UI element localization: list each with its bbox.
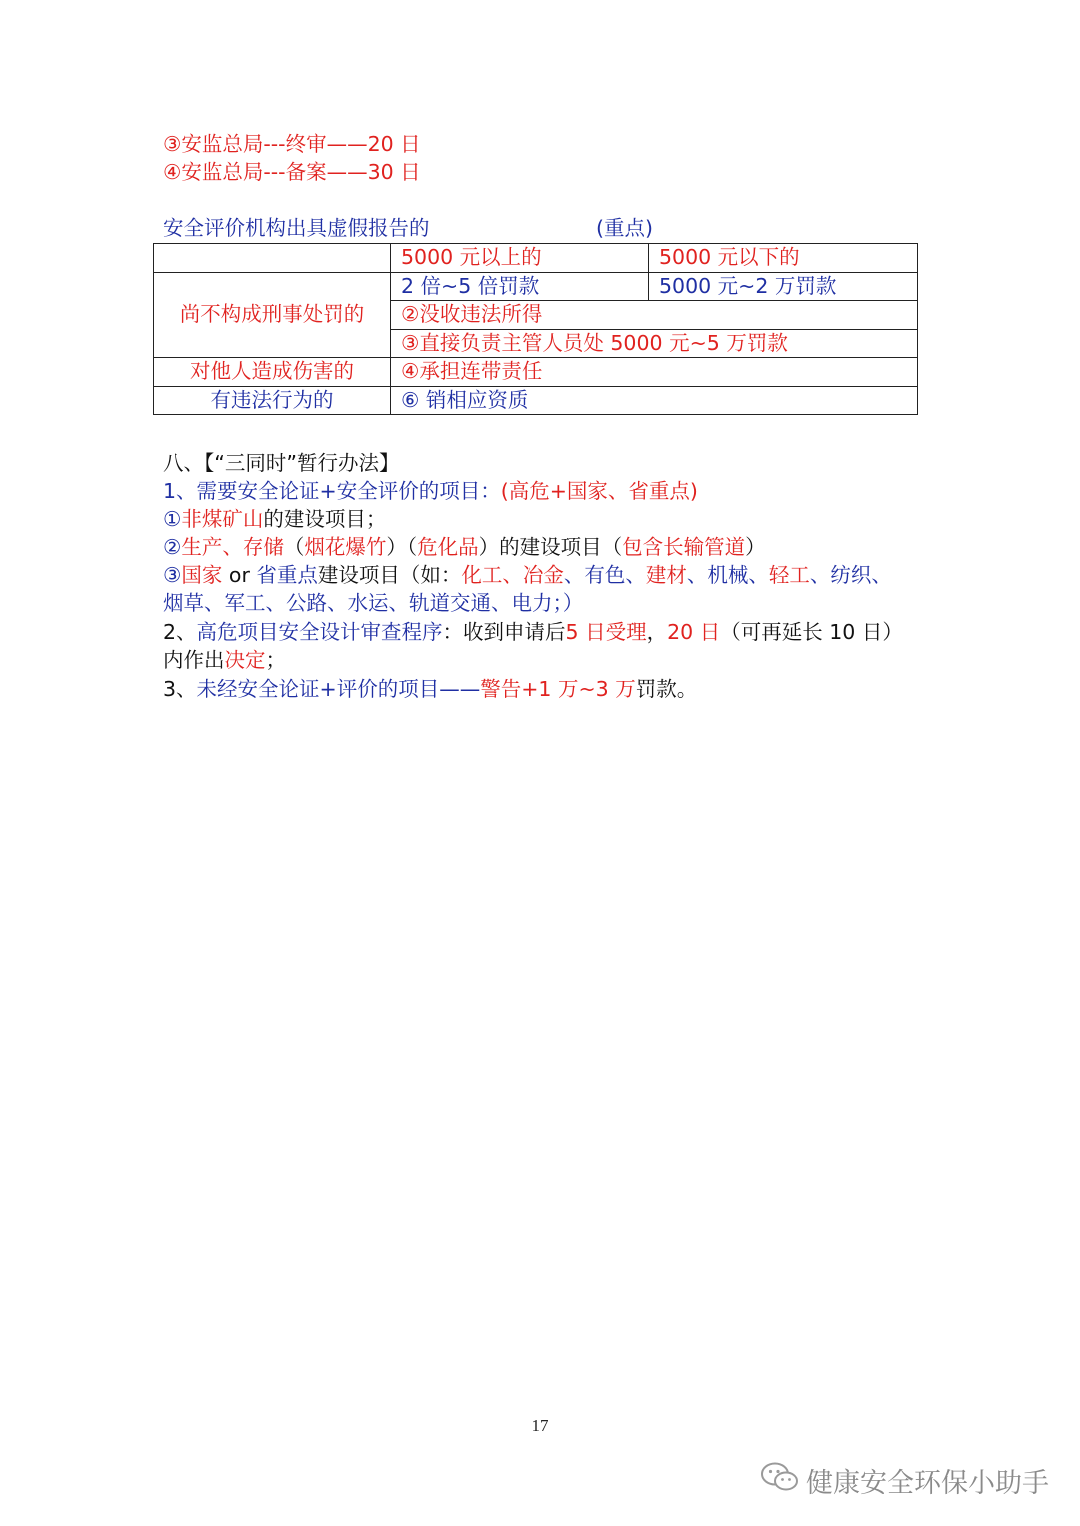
watermark xyxy=(760,1460,1049,1500)
table-row xyxy=(154,386,918,415)
row-label-harm: 对他人造成伤害的 xyxy=(154,358,391,387)
row-label-not-criminal: 尚不构成刑事处罚的 xyxy=(154,272,391,358)
wechat-icon xyxy=(760,1461,806,1500)
item-1-text: 1、需要安全论证+安全评价的项目： xyxy=(163,479,501,503)
table-row xyxy=(154,272,918,301)
col-header-below-5000: 5000 元以下的 xyxy=(649,244,918,273)
sub-item-1-num: ① xyxy=(163,507,182,531)
sub-item-3 xyxy=(163,561,892,589)
penalty-heading-tag: (重点) xyxy=(596,216,654,240)
penalty-heading-text: 安全评价机构出具虚假报告的 xyxy=(163,216,430,240)
sub-item-3-cont: 烟草、军工、公路、水运、轨道交通、电力；） xyxy=(163,591,584,615)
item-2-num: 2、 xyxy=(163,620,197,644)
item-2-p5: ； xyxy=(265,648,286,672)
section-title: 八、【“三同时”暂行办法】 xyxy=(163,451,400,475)
sub-item-3-chem-metal: 化工、冶金 xyxy=(461,563,564,587)
sub-item-3-num: ③ xyxy=(163,563,182,587)
item-2-p2: ， xyxy=(646,620,668,644)
revoke-cell: ⑥ 销相应资质 xyxy=(391,386,918,415)
sub-item-1 xyxy=(163,505,386,533)
sub-item-2-p1: （ xyxy=(283,535,305,559)
item-2 xyxy=(163,618,903,646)
sub-item-3-nonferrous: 、有色、 xyxy=(563,563,646,587)
sub-item-2-p4: ） xyxy=(745,535,766,559)
sub-item-3-building: 建材 xyxy=(645,563,687,587)
sub-item-1-rest: 的建设项目； xyxy=(263,507,387,531)
sub-item-3-or: or xyxy=(222,563,257,587)
item-3 xyxy=(163,675,697,703)
item-2-procedure: 高危项目安全设计审查程序 xyxy=(196,620,443,644)
approval-filing: ④安监总局---备案——30 日 xyxy=(163,160,421,184)
sub-item-1-key: 非煤矿山 xyxy=(181,507,264,531)
sub-item-2-fireworks: 烟花爆竹 xyxy=(304,535,387,559)
item-2-accept: 5 日受理 xyxy=(565,620,647,644)
sub-item-3-provincial: 省重点 xyxy=(256,563,318,587)
item-3-end: 罚款。 xyxy=(635,677,698,701)
sub-item-2-p3: ）的建设项目（ xyxy=(478,535,623,559)
penalty-table xyxy=(153,243,918,415)
sub-item-3-machinery: 、机械、 xyxy=(686,563,769,587)
sub-item-2-pipeline: 包含长输管道 xyxy=(622,535,746,559)
joint-liability-cell: ④承担连带责任 xyxy=(391,358,918,387)
sub-item-2-p2: ）（ xyxy=(386,535,418,559)
fine-below-cell: 5000 元~2 万罚款 xyxy=(649,272,918,301)
sub-item-2 xyxy=(163,533,766,561)
item-2-p4: 内作出 xyxy=(163,648,225,672)
confiscate-cell: ②没收违法所得 xyxy=(391,301,918,330)
sub-item-3-light: 轻工 xyxy=(768,563,810,587)
item-2-decision: 决定 xyxy=(224,648,266,672)
sub-item-2-key: 生产、存储 xyxy=(181,535,284,559)
sub-item-2-num: ② xyxy=(163,535,182,559)
row-label-illegal: 有违法行为的 xyxy=(154,386,391,415)
sub-item-2-chem: 危化品 xyxy=(417,535,479,559)
col-header-above-5000: 5000 元以上的 xyxy=(391,244,649,273)
item-2-p3: （可再延长 10 日） xyxy=(720,620,903,644)
item-2-days: 20 日 xyxy=(667,620,721,644)
item-1 xyxy=(163,477,698,505)
item-1-tag: (高危+国家、省重点) xyxy=(500,479,698,503)
item-2-p1: ：收到申请后 xyxy=(442,620,566,644)
table-cell-empty xyxy=(154,244,391,273)
table-row xyxy=(154,358,918,387)
sub-item-3-national: 国家 xyxy=(181,563,223,587)
page-number: 17 xyxy=(531,1416,549,1435)
approval-final-review: ③安监总局---终审——20 日 xyxy=(163,132,421,156)
sub-item-3-p1: 建设项目（如： xyxy=(317,563,462,587)
personal-fine-cell: ③直接负责主管人员处 5000 元~5 万罚款 xyxy=(391,329,918,358)
table-row xyxy=(154,244,918,273)
item-2-cont xyxy=(163,646,286,674)
item-3-penalty: 警告+1 万~3 万 xyxy=(480,677,636,701)
item-3-num: 3、 xyxy=(163,677,197,701)
penalty-heading xyxy=(163,214,653,242)
watermark-text: 健康安全环保小助手 xyxy=(806,1467,1049,1499)
sub-item-3-textile: 、纺织、 xyxy=(809,563,892,587)
fine-above-cell: 2 倍~5 倍罚款 xyxy=(391,272,649,301)
item-3-text: 未经安全论证+评价的项目—— xyxy=(196,677,481,701)
